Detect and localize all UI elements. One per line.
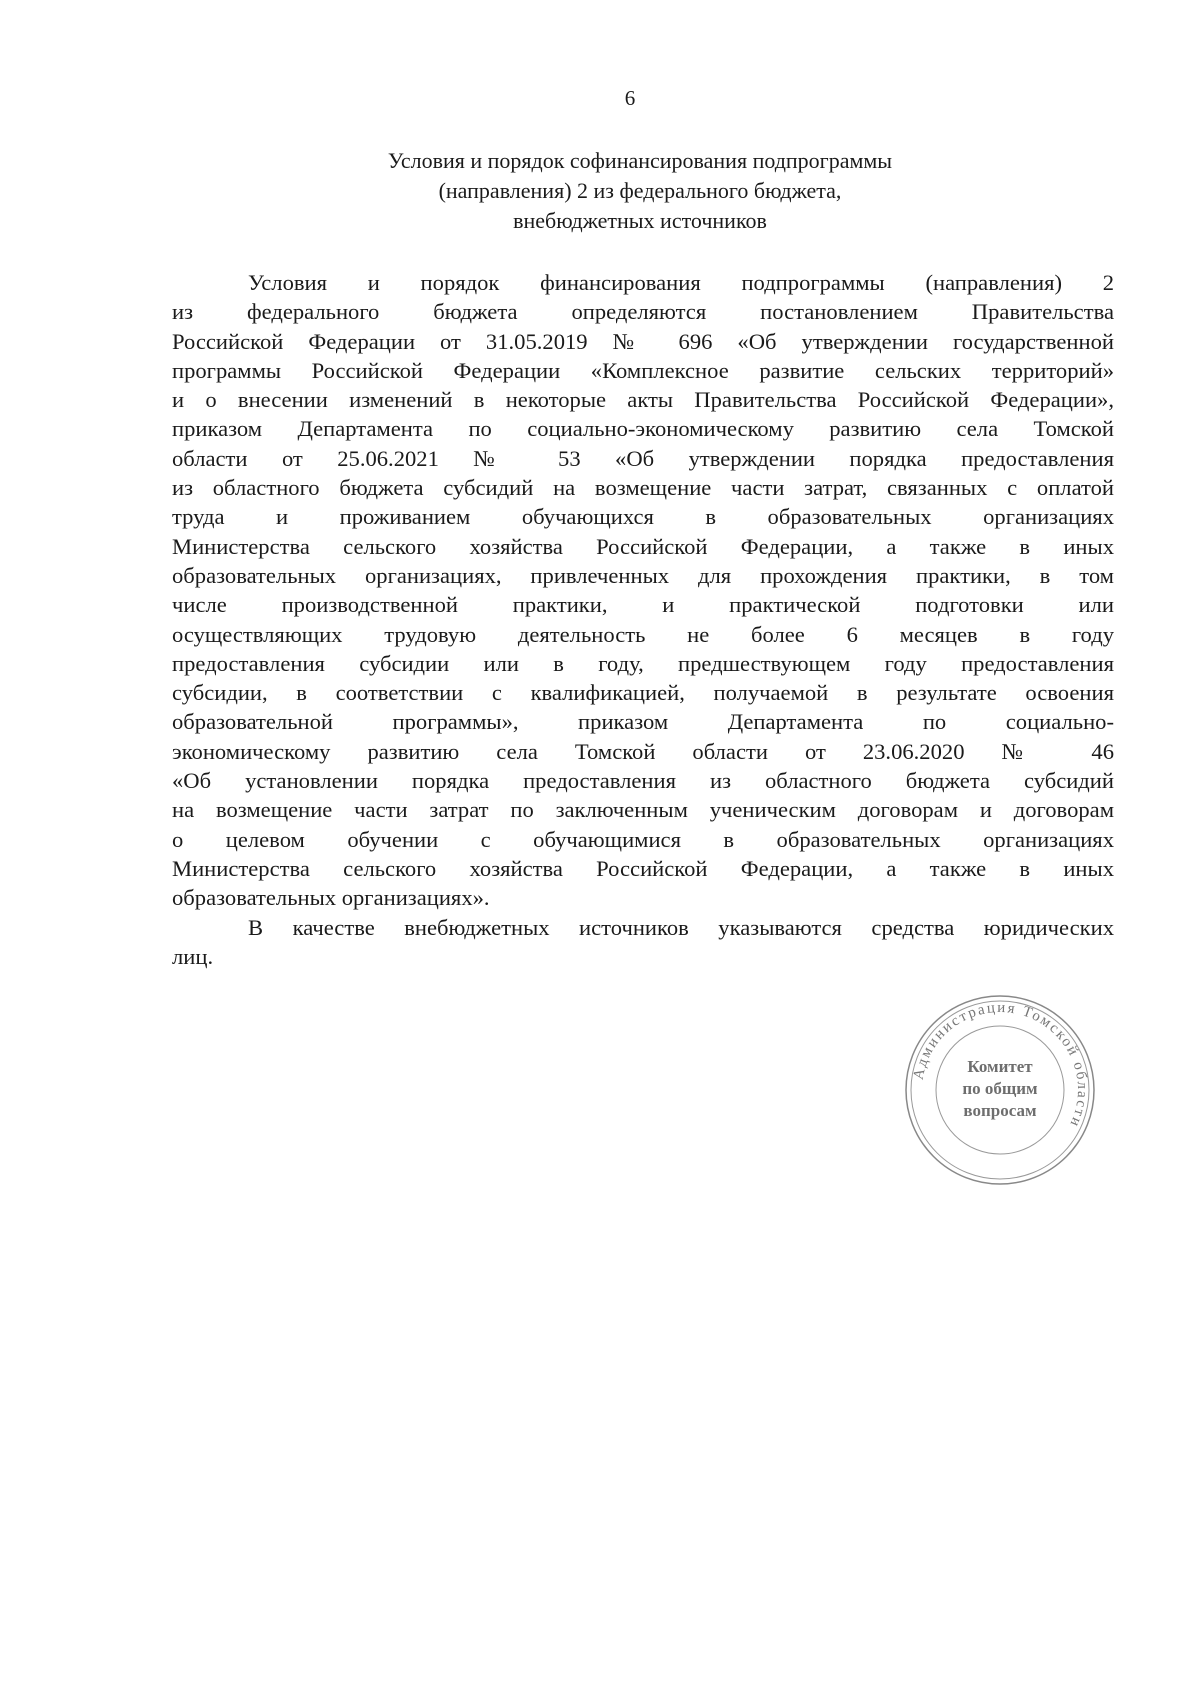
text-line: экономическому развитию села Томской области от 23.06.2020 № 46 (172, 738, 1114, 764)
text-line: образовательных организациях». (172, 885, 490, 911)
text-line: лиц. (172, 943, 214, 969)
page-number: 6 (624, 86, 636, 110)
text-line: о целевом обучении с обучающимися в образовательных организациях (172, 826, 1114, 852)
text-line: числе производственной практики, и практической подготовки или (172, 592, 1114, 618)
section-title (300, 146, 980, 236)
text-line: Условия и порядок финансирования подпрограммы (направления) 2 (248, 270, 1114, 295)
text-line: предоставления субсидии или в году, предшествующем году предоставления (172, 650, 1114, 676)
text-line: на возмещение части затрат по заключенным ученическим договорам и договорам (172, 797, 1114, 823)
text-line: субсидии, в соответствии с квалификацией, получаемой в результате освоения (172, 680, 1114, 706)
text-line: Министерства сельского хозяйства Российской Федерации, а также в иных (172, 533, 1114, 559)
title-line: (направления) 2 из федерального бюджета, (438, 178, 842, 203)
text-line: образовательных организациях, привлеченных для прохождения практики, в том (172, 562, 1114, 588)
text-line: программы Российской Федерации «Комплексное развитие сельских территорий» (172, 357, 1114, 383)
seal-center-line: по общим (962, 1079, 1038, 1098)
title-line: внебюджетных источников (513, 208, 767, 233)
text-line: приказом Департамента по социально-экономическому развитию села Томской (172, 416, 1114, 442)
seal-center-line: вопросам (963, 1101, 1037, 1120)
text-line: области от 25.06.2021 № 53 «Об утверждении порядка предоставления (172, 445, 1114, 471)
paragraph-financing-conditions (172, 268, 1114, 913)
text-line: труда и проживанием обучающихся в образовательных организациях (172, 504, 1114, 530)
body-text (172, 268, 1114, 971)
seal-center-line: Комитет (967, 1057, 1033, 1076)
text-line: образовательной программы», приказом Департамента по социально- (172, 709, 1114, 735)
title-line: Условия и порядок софинансирования подпрограммы (387, 148, 893, 173)
text-line: Российской Федерации от 31.05.2019 № 696 «Об утверждении государственной (172, 328, 1114, 354)
text-line: из областного бюджета субсидий на возмещение части затрат, связанных с оплатой (172, 475, 1114, 501)
text-line: В качестве внебюджетных источников указываются средства юридических (248, 914, 1114, 940)
paragraph-extrabudgetary-sources (172, 913, 1114, 972)
text-line: «Об установлении порядка предоставления из областного бюджета субсидий (172, 768, 1114, 794)
text-line: из федерального бюджета определяются постановлением Правительства (172, 299, 1114, 325)
official-seal-stamp (900, 990, 1100, 1190)
text-line: и о внесении изменений в некоторые акты Правительства Российской Федерации», (172, 387, 1114, 413)
seal-ring-text: Администрация Томской области (910, 999, 1091, 1131)
text-line: осуществляющих трудовую деятельность не более 6 месяцев в году (172, 621, 1114, 647)
text-line: Министерства сельского хозяйства Российской Федерации, а также в иных (172, 855, 1114, 881)
